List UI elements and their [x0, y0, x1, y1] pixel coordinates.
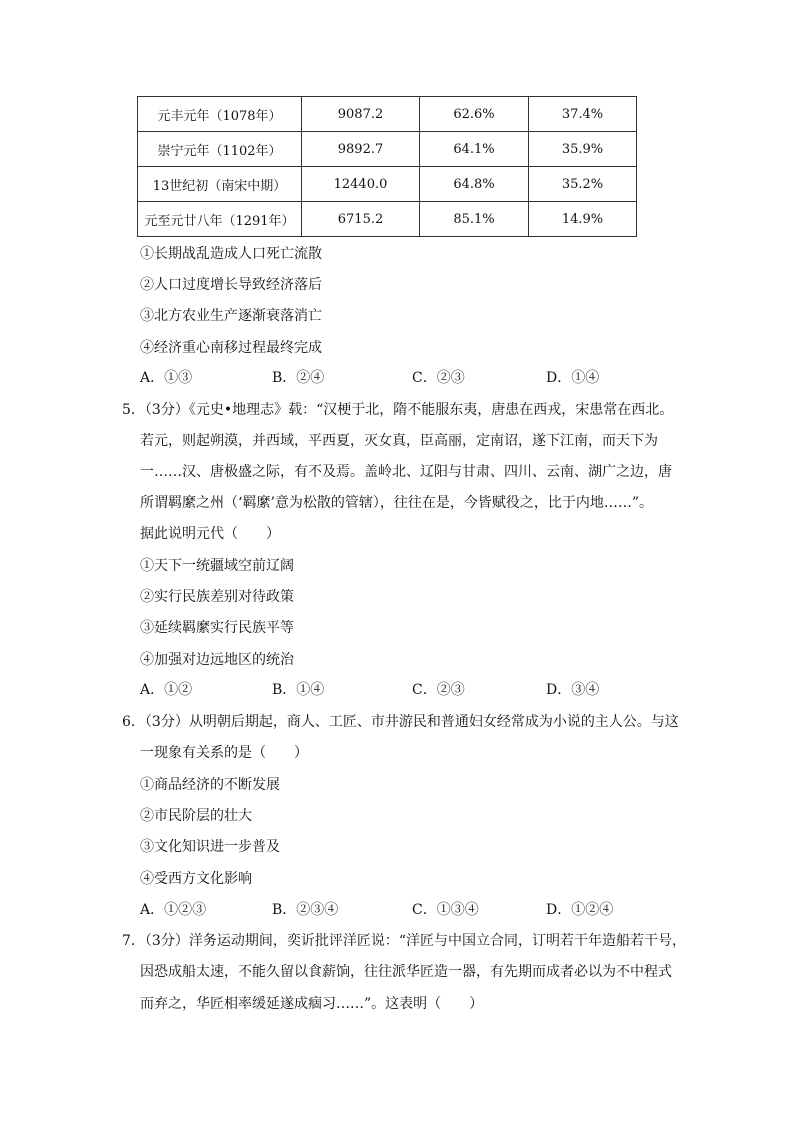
table-cell: 85.1%	[420, 202, 529, 237]
q5-stem-line-5: 据此说明元代（ ）	[140, 526, 280, 542]
q4-option-a[interactable]: A．①③	[140, 370, 193, 386]
q6-option-a[interactable]: A．①②③	[140, 902, 207, 918]
q6-stem-line-2: 一现象有关系的是（ ）	[140, 745, 308, 761]
table-cell: 6715.2	[302, 202, 420, 237]
q4-statement-2: ②人口过度增长导致经济落后	[140, 277, 322, 293]
table-cell: 13世纪初（南宋中期）	[138, 167, 302, 202]
table-cell: 64.1%	[420, 132, 529, 167]
q7-stem-line-2: 因恐成船太速，不能久留以食薪饷，往往派华匠造一器，有先期而成者必以为不中程式	[140, 964, 672, 980]
q5-stem-line-4: 所谓羁縻之州（‘羁縻’意为松散的管辖），往往在是，今皆赋役之，比于内地……”。	[140, 495, 654, 511]
q6-statement-1: ①商品经济的不断发展	[140, 777, 280, 793]
q4-statement-4: ④经济重心南移过程最终完成	[140, 340, 322, 356]
q5-stem-line-1: 5．（3分）《元史•地理志》载：“汉梗于北，隋不能服东夷，唐患在西戎，宋患常在西北。	[122, 402, 674, 418]
q5-statement-4: ④加强对边远地区的统治	[140, 652, 294, 668]
q5-statement-1: ①天下一统疆域空前辽阔	[140, 558, 294, 574]
table-cell: 9892.7	[302, 132, 420, 167]
q6-option-c[interactable]: C．①③④	[412, 902, 479, 918]
table-cell: 64.8%	[420, 167, 529, 202]
q5-option-b[interactable]: B．①④	[272, 682, 325, 698]
q4-option-d[interactable]: D．①④	[546, 370, 600, 386]
table-row	[138, 167, 637, 202]
q4-option-c[interactable]: C．②③	[412, 370, 465, 386]
population-table	[137, 96, 637, 237]
table-cell: 崇宁元年（1102年）	[138, 132, 302, 167]
q7-stem-line-3: 而弃之，华匠相率缓延遂成痼习……”。这表明（ ）	[140, 996, 484, 1012]
q7-stem-line-1: 7．（3分）洋务运动期间，奕䜣批评洋匠说：“洋匠与中国立合同，订明若干年造船若干号，	[122, 933, 686, 949]
table-row	[138, 97, 637, 132]
table-cell: 62.6%	[420, 97, 529, 132]
table-cell: 37.4%	[529, 97, 637, 132]
q6-statement-3: ③文化知识进一步普及	[140, 839, 280, 855]
q5-option-d[interactable]: D．③④	[546, 682, 600, 698]
q6-option-d[interactable]: D．①②④	[546, 902, 614, 918]
q4-statement-1: ①长期战乱造成人口死亡流散	[140, 246, 322, 262]
q5-option-a[interactable]: A．①②	[140, 682, 193, 698]
q6-statement-4: ④受西方文化影响	[140, 871, 252, 887]
q5-statement-2: ②实行民族差别对待政策	[140, 589, 294, 605]
table-cell: 元至元廿八年（1291年）	[138, 202, 302, 237]
table-cell: 14.9%	[529, 202, 637, 237]
table-cell: 35.2%	[529, 167, 637, 202]
table-cell: 9087.2	[302, 97, 420, 132]
q6-statement-2: ②市民阶层的壮大	[140, 808, 252, 824]
table-row	[138, 132, 637, 167]
q6-stem-line-1: 6．（3分）从明朝后期起，商人、工匠、市井游民和普通妇女经常成为小说的主人公。与这	[122, 714, 679, 730]
q5-option-c[interactable]: C．②③	[412, 682, 465, 698]
table-row	[138, 202, 637, 237]
table-cell: 35.9%	[529, 132, 637, 167]
q6-option-b[interactable]: B．②③④	[272, 902, 339, 918]
table-cell: 元丰元年（1078年）	[138, 97, 302, 132]
q4-statement-3: ③北方农业生产逐渐衰落消亡	[140, 308, 322, 324]
table-cell: 12440.0	[302, 167, 420, 202]
q5-statement-3: ③延续羁縻实行民族平等	[140, 620, 294, 636]
q5-stem-line-3: 一……汉、唐极盛之际，有不及焉。盖岭北、辽阳与甘肃、四川、云南、湖广之边，唐	[140, 464, 672, 480]
q5-stem-line-2: 若元，则起朔漠，并西域，平西夏，灭女真，臣高丽，定南诏，遂下江南，而天下为	[140, 433, 658, 449]
q4-option-b[interactable]: B．②④	[272, 370, 325, 386]
